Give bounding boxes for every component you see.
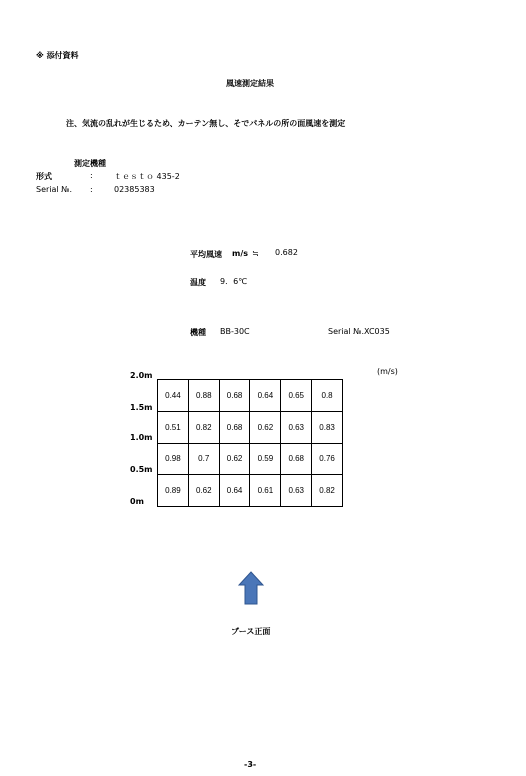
grid-cell: 0.68 [281,443,312,475]
instrument-model-label: 形式 [36,172,52,181]
grid-cell: 0.63 [281,411,312,443]
unit-serial: Serial №.XC035 [328,327,390,336]
up-arrow-icon [238,571,264,605]
grid-cell: 0.62 [188,475,219,507]
approx-symbol: ≒ [252,249,259,258]
grid-cell: 0.88 [188,380,219,412]
grid-cell: 0.62 [250,411,281,443]
y-label: 1.0m [130,433,153,442]
instrument-serial-label: Serial №. [36,185,73,194]
grid-cell: 0.65 [281,380,312,412]
temperature-label: 温度 [190,278,206,287]
grid-row [158,380,343,412]
unit-model-label: 機種 [190,328,206,337]
grid-unit-label: (m/s) [377,367,398,376]
y-label: 2.0m [130,371,153,380]
booth-front-label: ブース正面 [231,627,271,636]
grid-cell: 0.68 [219,380,250,412]
instrument-model-value: ｔｅｓｔｏ 435-2 [114,172,180,181]
attachment-label: ※ 添付資料 [36,51,79,60]
grid-cell: 0.62 [219,443,250,475]
grid-cell: 0.8 [312,380,343,412]
grid-cell: 0.89 [158,475,189,507]
page-number: -3- [244,760,257,769]
grid-cell: 0.44 [158,380,189,412]
grid-cell: 0.59 [250,443,281,475]
grid-cell: 0.68 [219,411,250,443]
page-title: 風速測定結果 [226,79,274,88]
grid-cell: 0.61 [250,475,281,507]
grid-cell: 0.64 [219,475,250,507]
grid-cell: 0.51 [158,411,189,443]
grid-cell: 0.82 [312,475,343,507]
grid-cell: 0.82 [188,411,219,443]
y-label: 0.5m [130,465,153,474]
avg-velocity-unit: m/s [232,249,249,258]
avg-velocity-label: 平均風速 [190,250,222,259]
grid-cell: 0.98 [158,443,189,475]
grid-row [158,475,343,507]
instrument-serial-value: 02385383 [114,185,155,194]
y-label: 0m [130,497,144,506]
grid-cell: 0.83 [312,411,343,443]
avg-velocity-value: 0.682 [275,248,298,257]
measurement-note: 注、気流の乱れが生じるため、カーテン無し、そでパネルの所の面風速を測定 [66,119,346,128]
grid-row [158,443,343,475]
y-label: 1.5m [130,403,153,412]
velocity-grid [157,379,343,507]
instrument-model-sep: : [90,171,93,180]
grid-row [158,411,343,443]
unit-model-value: BB-30C [220,327,250,336]
grid-cell: 0.64 [250,380,281,412]
grid-cell: 0.63 [281,475,312,507]
grid-cell: 0.7 [188,443,219,475]
temperature-value: 9．6℃ [220,277,248,286]
grid-cell: 0.76 [312,443,343,475]
instrument-heading: 測定機種 [74,159,106,168]
instrument-serial-sep: : [90,185,93,194]
